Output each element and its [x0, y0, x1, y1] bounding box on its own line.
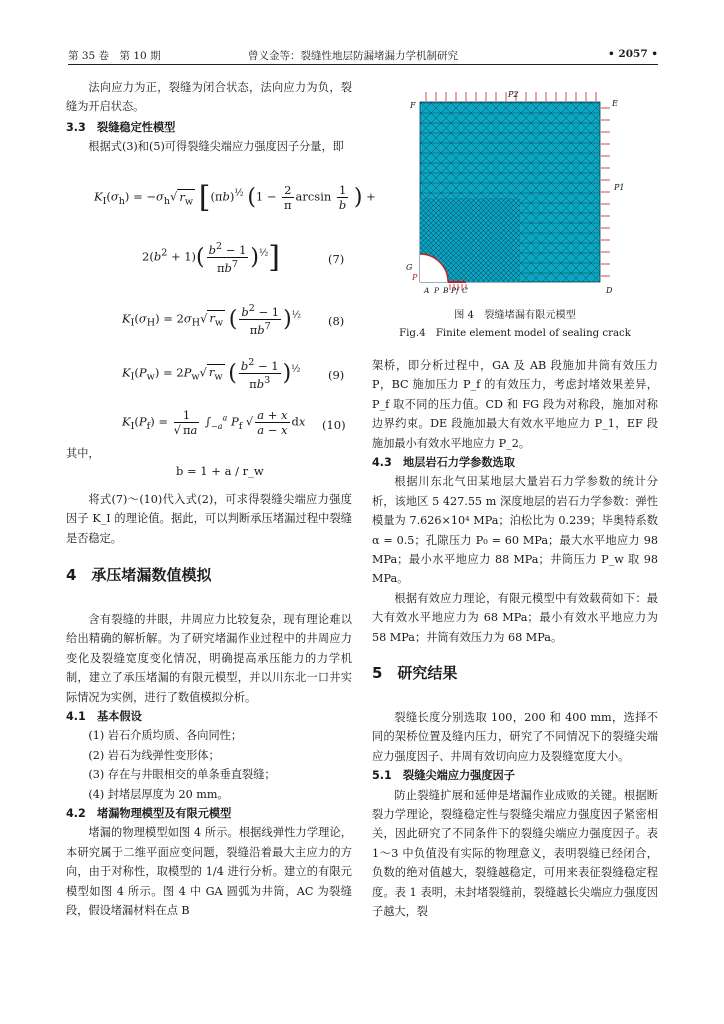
equation-number-7: (7) — [328, 252, 345, 266]
label-p: P — [412, 273, 418, 282]
volume-issue: 第 35 卷 第 10 期 — [68, 50, 161, 62]
where-label: 其中， — [66, 447, 100, 460]
running-header — [68, 48, 658, 64]
label-d: D — [606, 286, 613, 295]
equation-b-text: b = 1 + a / r_w — [176, 464, 264, 478]
finite-element-mesh — [396, 88, 628, 296]
label-c: C — [462, 286, 468, 295]
section-4-1-heading: 4.1 基本假设 — [66, 710, 142, 724]
section-5 — [372, 664, 658, 683]
equation-7-line2: $2(b^2 + 1)$( $\frac{b^2 - 1}{\pi b^7}$ )$^{\frac{1}{2}}$] — [142, 240, 280, 275]
assumption-3: (3) 存在与井眼相交的单条垂直裂缝； — [88, 768, 276, 782]
equation-number-8: (8) — [328, 314, 345, 328]
right-load-arrows — [601, 108, 610, 276]
equation-9: $K_I(P_w) = 2P_w√$ $r_w$ ( $\frac{b^2 - 1}{\pi b^3}$ )$^{\frac{1}{2}}$ — [122, 357, 301, 391]
section-4-3-paragraph-2: 根据有效应力理论，有限元模型中有效载荷如下：最大有效水平地应力为 68 MPa；最小有效水平地应力为 58 MPa；井筒有效压力为 68 MPa。 — [372, 591, 658, 644]
right-paragraph-1: 架桥，即分析过程中，GA 及 AB 段施加井筒有效压力 P，BC 施加压力 P_f 的有效压力，考虑封堵效果差异，P_f 取不同的压力值。CD 和 FG 段为对称段，施加对称边界约束。DE 段施加最大有效水平地应力 P_1，EF 段施加最小有效水平地应力 P_2。 — [372, 359, 658, 450]
figure-4 — [396, 88, 628, 296]
section-4 — [66, 566, 352, 585]
left-column-top — [66, 78, 352, 157]
equation-b — [176, 464, 264, 478]
section-3-3-heading: 3.3 裂缝稳定性模型 — [66, 120, 176, 134]
running-title: 曾义金等：裂缝性地层防漏堵漏力学机制研究 — [248, 50, 458, 62]
assumption-2: (2) 岩石为线弹性变形体； — [88, 748, 220, 762]
assumption-4: (4) 封堵层厚度为 20 mm。 — [88, 787, 229, 801]
right-column-bottom — [372, 708, 658, 921]
figure-caption-cn: 图 4 裂缝堵漏有限元模型 — [454, 310, 576, 321]
right-column — [372, 356, 658, 647]
section-4-3-heading: 4.3 地层岩石力学参数选取 — [372, 456, 515, 470]
equation-7-line1: $K_I(\sigma_h) = -\sigma_h√$ $r_w$ [$(\pi b)^{\frac{1}{2}}$ (1 − $\frac{2}{\pi}$ arcsin $\frac{1}{b}$ ) + — [94, 180, 376, 215]
section-4-paragraph: 含有裂缝的井眼，井周应力比较复杂，现有理论难以给出精确的解析解。为了研究堵漏作业过程中的井周应力变化及裂缝宽度变化情况，明确提高承压能力的力学机制，建立了承压堵漏的有限元模型，并以川东北一口井实际情况为实例，进行了数值模拟分析。 — [66, 613, 352, 704]
label-e: E — [612, 99, 618, 108]
section-5-heading: 5 研究结果 — [372, 664, 458, 682]
label-pw: P — [434, 286, 440, 295]
equation-8: $K_I(\sigma_H) = 2\sigma_H√$ $r_w$ ( $\frac{b^2 - 1}{\pi b^7}$ )$^{\frac{1}{2}}$ — [122, 303, 301, 337]
section-4-3-paragraph-1: 根据川东北气田某地层大量岩石力学参数的统计分析，该地区 5 427.55 m 深度地层的岩石力学参数：弹性模量为 7.626×10⁴ MPa；泊松比为 0.239；毕奥特系数 α = 0.5；孔隙压力 P₀ = 60 MPa；最大水平地应力 98 MPa；最小水平地应力 88 MPa；井筒压力 P_w 取 98 MPa。 — [372, 475, 658, 586]
equation-10: $K_I(P_f)$ = $\frac{1}{√ \pi a}$ $\int_{-a}^a$ $P_f$ √ $\frac{a + x}{a - x}$ dx — [122, 408, 306, 437]
label-f: F — [410, 101, 416, 110]
equation-number-10: (10) — [322, 418, 346, 432]
header-rule — [68, 64, 658, 65]
label-p1: P1 — [614, 183, 625, 192]
section-3-3-paragraph: 根据式(3)和(5)可得裂缝尖端应力强度因子分量，即 — [88, 140, 344, 154]
left-column-middle — [66, 490, 352, 548]
section-5-1-paragraph: 防止裂缝扩展和延伸是堵漏作业成败的关键。根据断裂力学理论，裂缝稳定性与裂缝尖端应力强度因子紧密相关，因此研究了不同条件下的裂缝尖端应力强度因子。表 1～3 中负值没有实际的物理意义，表明裂缝已经闭合，负数的绝对值越大，裂缝越稳定，可用来表征裂缝稳定程度。表 1 表明，未封堵裂缝前，裂缝越长尖端应力强度因子越大，裂 — [372, 788, 658, 919]
section-4-heading: 4 承压堵漏数值模拟 — [66, 566, 212, 584]
label-p2: P2 — [508, 90, 519, 99]
left-column-bottom — [66, 610, 352, 921]
label-a: A — [424, 286, 430, 295]
label-b: B — [443, 286, 449, 295]
figure-caption-en: Fig.4 Finite element model of sealing crack — [399, 328, 631, 339]
section-4-2-paragraph: 堵漏的物理模型如图 4 所示。根据线弹性力学理论，本研究属于二维平面应变问题，裂缝沿着最大主应力的方向，由于对称性，取模型的 1/4 进行分析。建立的有限元模型如图 4 所示。图 4 中 GA 圆弧为井筒，AC 为裂缝段，假设堵漏材料在点 B — [66, 826, 352, 918]
intro-paragraph: 法向应力为正，裂缝为闭合状态，法向应力为负，裂缝为开启状态。 — [66, 81, 352, 114]
page-number: • 2057 • — [608, 48, 658, 60]
section-4-2-heading: 4.2 堵漏物理模型及有限元模型 — [66, 807, 232, 821]
assumption-1: (1) 岩石介质均质、各向同性； — [88, 729, 243, 743]
section-5-paragraph: 裂缝长度分别选取 100，200 和 400 mm，选择不同的架桥位置及缝内压力，研究了不同情况下的裂缝尖端应力强度因子、井周有效切向应力及裂缝宽度大小。 — [372, 711, 658, 763]
section-5-1-heading: 5.1 裂缝尖端应力强度因子 — [372, 769, 515, 783]
after-equation-paragraph: 将式(7)～(10)代入式(2)，可求得裂缝尖端应力强度因子 K_I 的理论值。据此，可以判断承压堵漏过程中裂缝是否稳定。 — [66, 493, 352, 545]
equation-number-9: (9) — [328, 368, 345, 382]
label-g: G — [406, 263, 413, 272]
label-pf: Pf — [451, 286, 459, 295]
where-text — [66, 444, 352, 463]
